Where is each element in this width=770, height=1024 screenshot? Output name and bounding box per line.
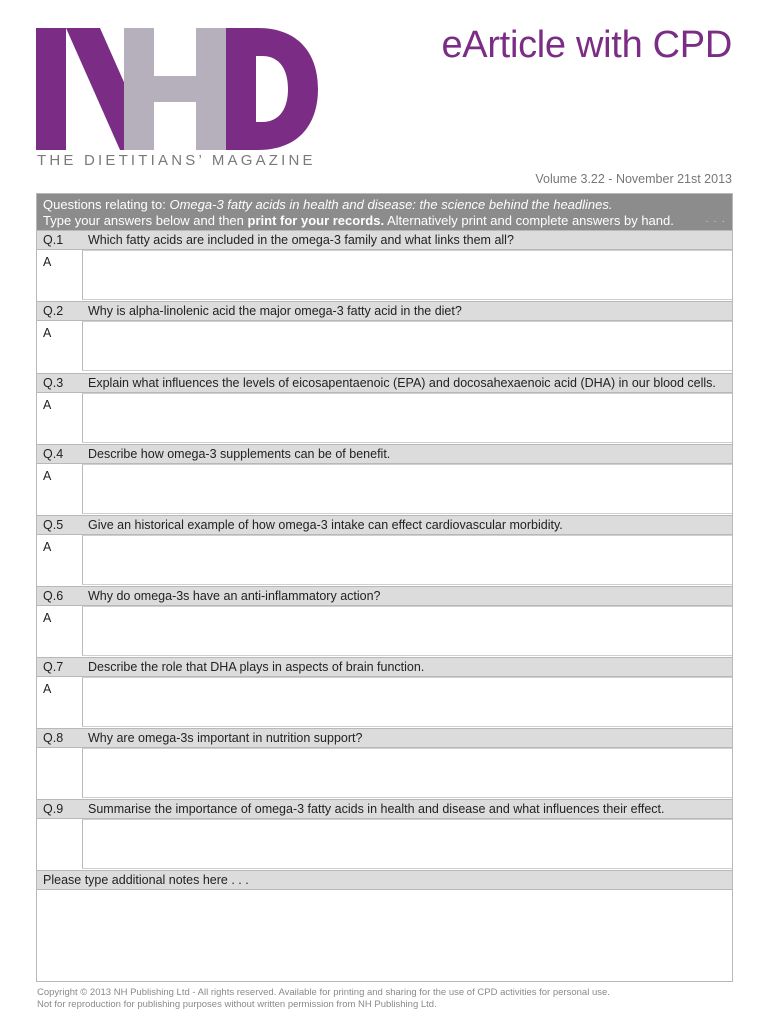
nhd-logo [36,28,318,150]
question-row [37,657,732,677]
question-number: Q.2 [43,304,64,318]
question-row [37,373,732,393]
answer-field[interactable] [82,321,732,371]
instructions-text-bold: print for your records. [247,213,385,228]
questions-prefix: Questions relating to: [43,197,166,212]
question-row [37,301,732,321]
answer-field[interactable] [82,393,732,443]
question-text: Describe how omega-3 supplements can be of benefit. [88,447,391,461]
page-title: eArticle with CPD [441,24,732,66]
logo-letter-h [154,28,226,150]
logo-letter-n [36,28,154,150]
answer-label: A [43,398,52,412]
question-row [37,728,732,748]
answer-field[interactable] [82,819,732,869]
question-text: Describe the role that DHA plays in aspects of brain function. [88,660,425,674]
question-number: Q.9 [43,802,64,816]
question-number: Q.8 [43,731,64,745]
answer-label: A [43,611,52,625]
answer-label: A [43,255,52,269]
answer-field[interactable] [82,250,732,300]
question-row [37,515,732,535]
question-text: Which fatty acids are included in the omega-3 family and what links them all? [88,233,514,247]
question-number: Q.3 [43,376,64,390]
cpd-form [36,193,733,982]
answer-label: A [43,469,52,483]
question-number: Q.1 [43,233,64,247]
copyright-line-2: Not for reproduction for publishing purposes without written permission from NH Publishing Ltd. [37,999,437,1010]
instructions-text-end: Alternatively print and complete answers by hand. [386,213,674,228]
notes-field[interactable] [37,890,732,981]
question-text: Explain what influences the levels of eicosapentaenoic (EPA) and docosahexaenoic acid (DHA) in our blood cells. [88,376,716,390]
answer-field[interactable] [82,535,732,585]
question-number: Q.5 [43,518,64,532]
article-topic: Omega-3 fatty acids in health and disease: the science behind the headlines. [169,197,613,212]
question-row [37,586,732,606]
copyright-line-1: Copyright © 2013 NH Publishing Ltd - All rights reserved. Available for printing and sharing for the use of CPD activities for personal use. [37,987,610,998]
question-text: Why are omega-3s important in nutrition support? [88,731,363,745]
question-text: Why is alpha-linolenic acid the major omega-3 fatty acid in the diet? [88,304,462,318]
question-number: Q.4 [43,447,64,461]
tagline: THE DIETITIANS’ MAGAZINE [37,152,316,169]
question-text: Give an historical example of how omega-3 intake can effect cardiovascular morbidity. [88,518,563,532]
question-number: Q.7 [43,660,64,674]
question-row [37,230,732,250]
question-text: Summarise the importance of omega-3 fatty acids in health and disease and what influences their effect. [88,802,665,816]
answer-field[interactable] [82,464,732,514]
answer-field[interactable] [82,677,732,727]
question-text: Why do omega-3s have an anti-inflammatory action? [88,589,381,603]
question-row [37,444,732,464]
answer-label: A [43,540,52,554]
question-row [37,799,732,819]
notes-header: Please type additional notes here . . . [37,870,732,890]
answer-label: A [43,326,52,340]
resize-handle-icon: · · · [705,216,726,227]
answer-field[interactable] [82,748,732,798]
instructions-line-1 [43,197,726,213]
logo-letter-d [226,28,318,150]
volume-date: Volume 3.22 - November 21st 2013 [535,172,732,186]
question-number: Q.6 [43,589,64,603]
answer-label: A [43,682,52,696]
instructions-band [37,194,732,230]
instructions-line-2 [43,213,726,229]
copyright-notice [37,987,610,1011]
instructions-text-start: Type your answers below and then [43,213,244,228]
answer-field[interactable] [82,606,732,656]
